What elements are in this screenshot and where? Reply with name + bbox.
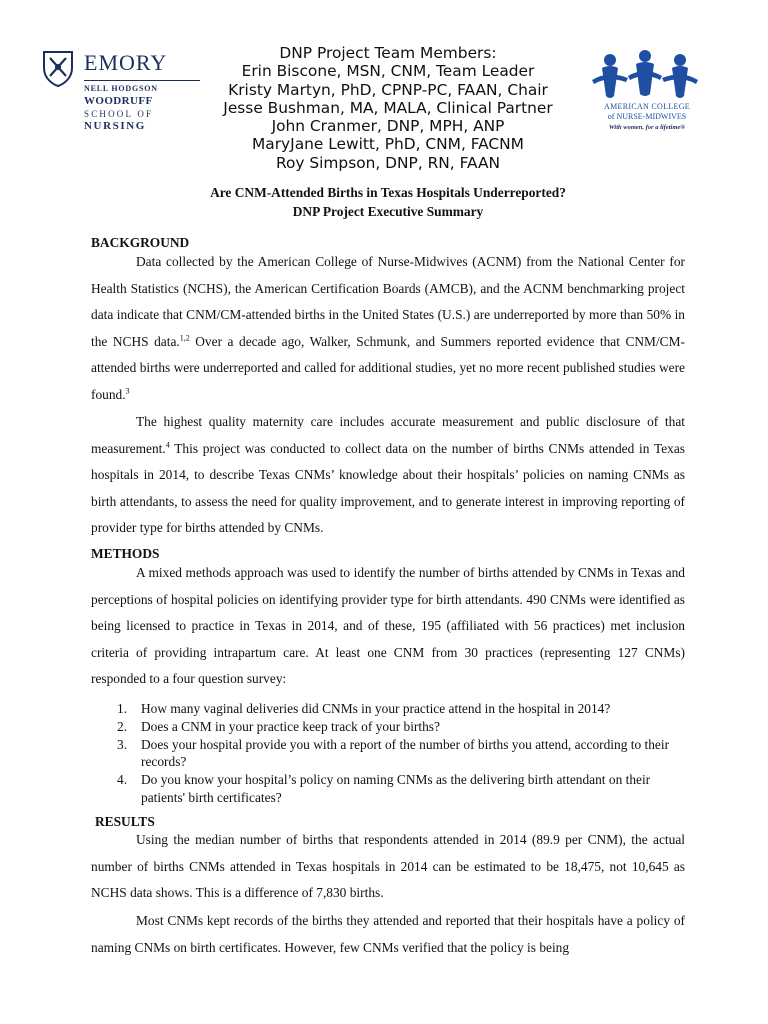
background-p1-text-cont: Over a decade ago, Walker, Schmunk, and Summers reported evidence that CNM/CM-attended births were underreported and called for additional studies, yet no more recent published studies were found. [91,333,685,402]
list-text: How many vaginal deliveries did CNMs in your practice attend in the hospital in 2014? [141,701,611,716]
emory-line-3: SCHOOL OF [84,109,154,119]
background-p1-text: Data collected by the American College of Nurse-Midwives (ACNM) from the National Center for Health Statistics (NCHS), the American Certification Boards (AMCB), and the ACNM benchmarking project data indicate that CNM/CM-attended births in the United States (U.S.) are underreported by more than 50% in the NCHS data. [91,254,685,349]
list-number: 1. [117,701,128,716]
team-member: MaryJane Lewitt, PhD, CNM, FACNM [252,135,524,154]
background-heading: BACKGROUND [91,235,190,250]
results-heading: RESULTS [95,814,155,829]
methods-paragraph: A mixed methods approach was used to identify the number of births attended by CNMs in Texas and perceptions of hospital policies on identifying provider type for birth attendants. 490 CNMs were identified as being licensed to practice in Texas in 2014, and of these, 195 (affiliated with 56 practices) met inclusion criteria of providing intrapartum care. At least one CNM from 30 practices (representing 127 CNMs) responded to a four question survey: [91,565,685,687]
results-paragraph-2: Most CNMs kept records of the births they attended and reported that their hospitals have a policy of naming CNMs on birth certificates. However, few CNMs verified that the policy is being [91,913,685,955]
team-member: Kristy Martyn, PhD, CPNP-PC, FAAN, Chair [228,80,548,99]
acnm-logo [586,50,706,140]
list-item [117,736,687,772]
emory-shield-icon [42,50,74,88]
emory-line-2: WOODRUFF [84,95,153,107]
team-member: Roy Simpson, DNP, RN, FAAN [275,153,501,172]
background-paragraph-2 [91,409,685,542]
background-p2-text: The highest quality maternity care includes accurate measurement and public disclosure of that measurement. [91,414,685,456]
list-number: 3. [117,736,128,752]
list-text: Do you know your hospital’s policy on naming CNMs as the delivering birth attendant on their patients' birth certificates? [141,772,651,805]
team-member: Jesse Bushman, MA, MALA, Clinical Partner [223,98,553,117]
team-member: Erin Biscone, MSN, CNM, Team Leader [241,62,535,81]
emory-divider [84,80,200,81]
citation-superscript: 1,2 [179,333,190,343]
list-text: Does a CNM in your practice keep track of your births? [141,718,440,734]
acnm-figures-icon [588,50,702,102]
methods-heading: METHODS [91,546,160,561]
list-item [117,718,687,736]
emory-line-4: NURSING [84,120,146,132]
title-line-1: Are CNM-Attended Births in Texas Hospitals Underreported? [210,185,566,200]
acnm-line-1: AMERICAN COLLEGE [604,102,690,111]
background-paragraph-1 [91,249,685,409]
results-paragraph-1: Using the median number of births that respondents attended in 2014 (89.9 per CNM), the actual number of births CNMs attended in Texas hospitals in 2014 can be estimated to be 18,475, not 10,645 as NCHS data shows. This is a difference of 7,830 births. [91,832,685,901]
list-number: 4. [117,772,128,788]
emory-line-1: NELL HODGSON [84,84,158,93]
background-p2-text-cont: This project was conducted to collect data on the number of births CNMs attended in Texas hospitals in 2014, to describe Texas CNMs’ knowledge about their hospitals’ policies on naming CNMs as birth attendants, to assess the need for quality improvement, and to generate interest in improving reporting of provider type for births attended by CNMs. [91,440,685,536]
team-member: John Cranmer, DNP, MPH, ANP [271,117,505,136]
list-number: 2. [117,718,128,734]
team-members-block [200,44,576,172]
title-line-2: DNP Project Executive Summary [292,204,484,219]
acnm-tagline: With women, for a lifetime® [608,124,686,131]
list-item [117,700,687,718]
acnm-line-2: of NURSE-MIDWIVES [607,112,687,121]
team-heading: DNP Project Team Members: [279,44,497,62]
citation-superscript: 3 [125,386,130,396]
document-title [91,183,685,221]
emory-nursing-logo [42,46,172,136]
survey-question-list [117,700,687,807]
list-text: Does your hospital provide you with a report of the number of births you attend, according to their records? [141,736,670,770]
citation-superscript: 4 [165,440,170,450]
list-item [117,771,687,807]
emory-wordmark: EMORY [84,50,168,75]
